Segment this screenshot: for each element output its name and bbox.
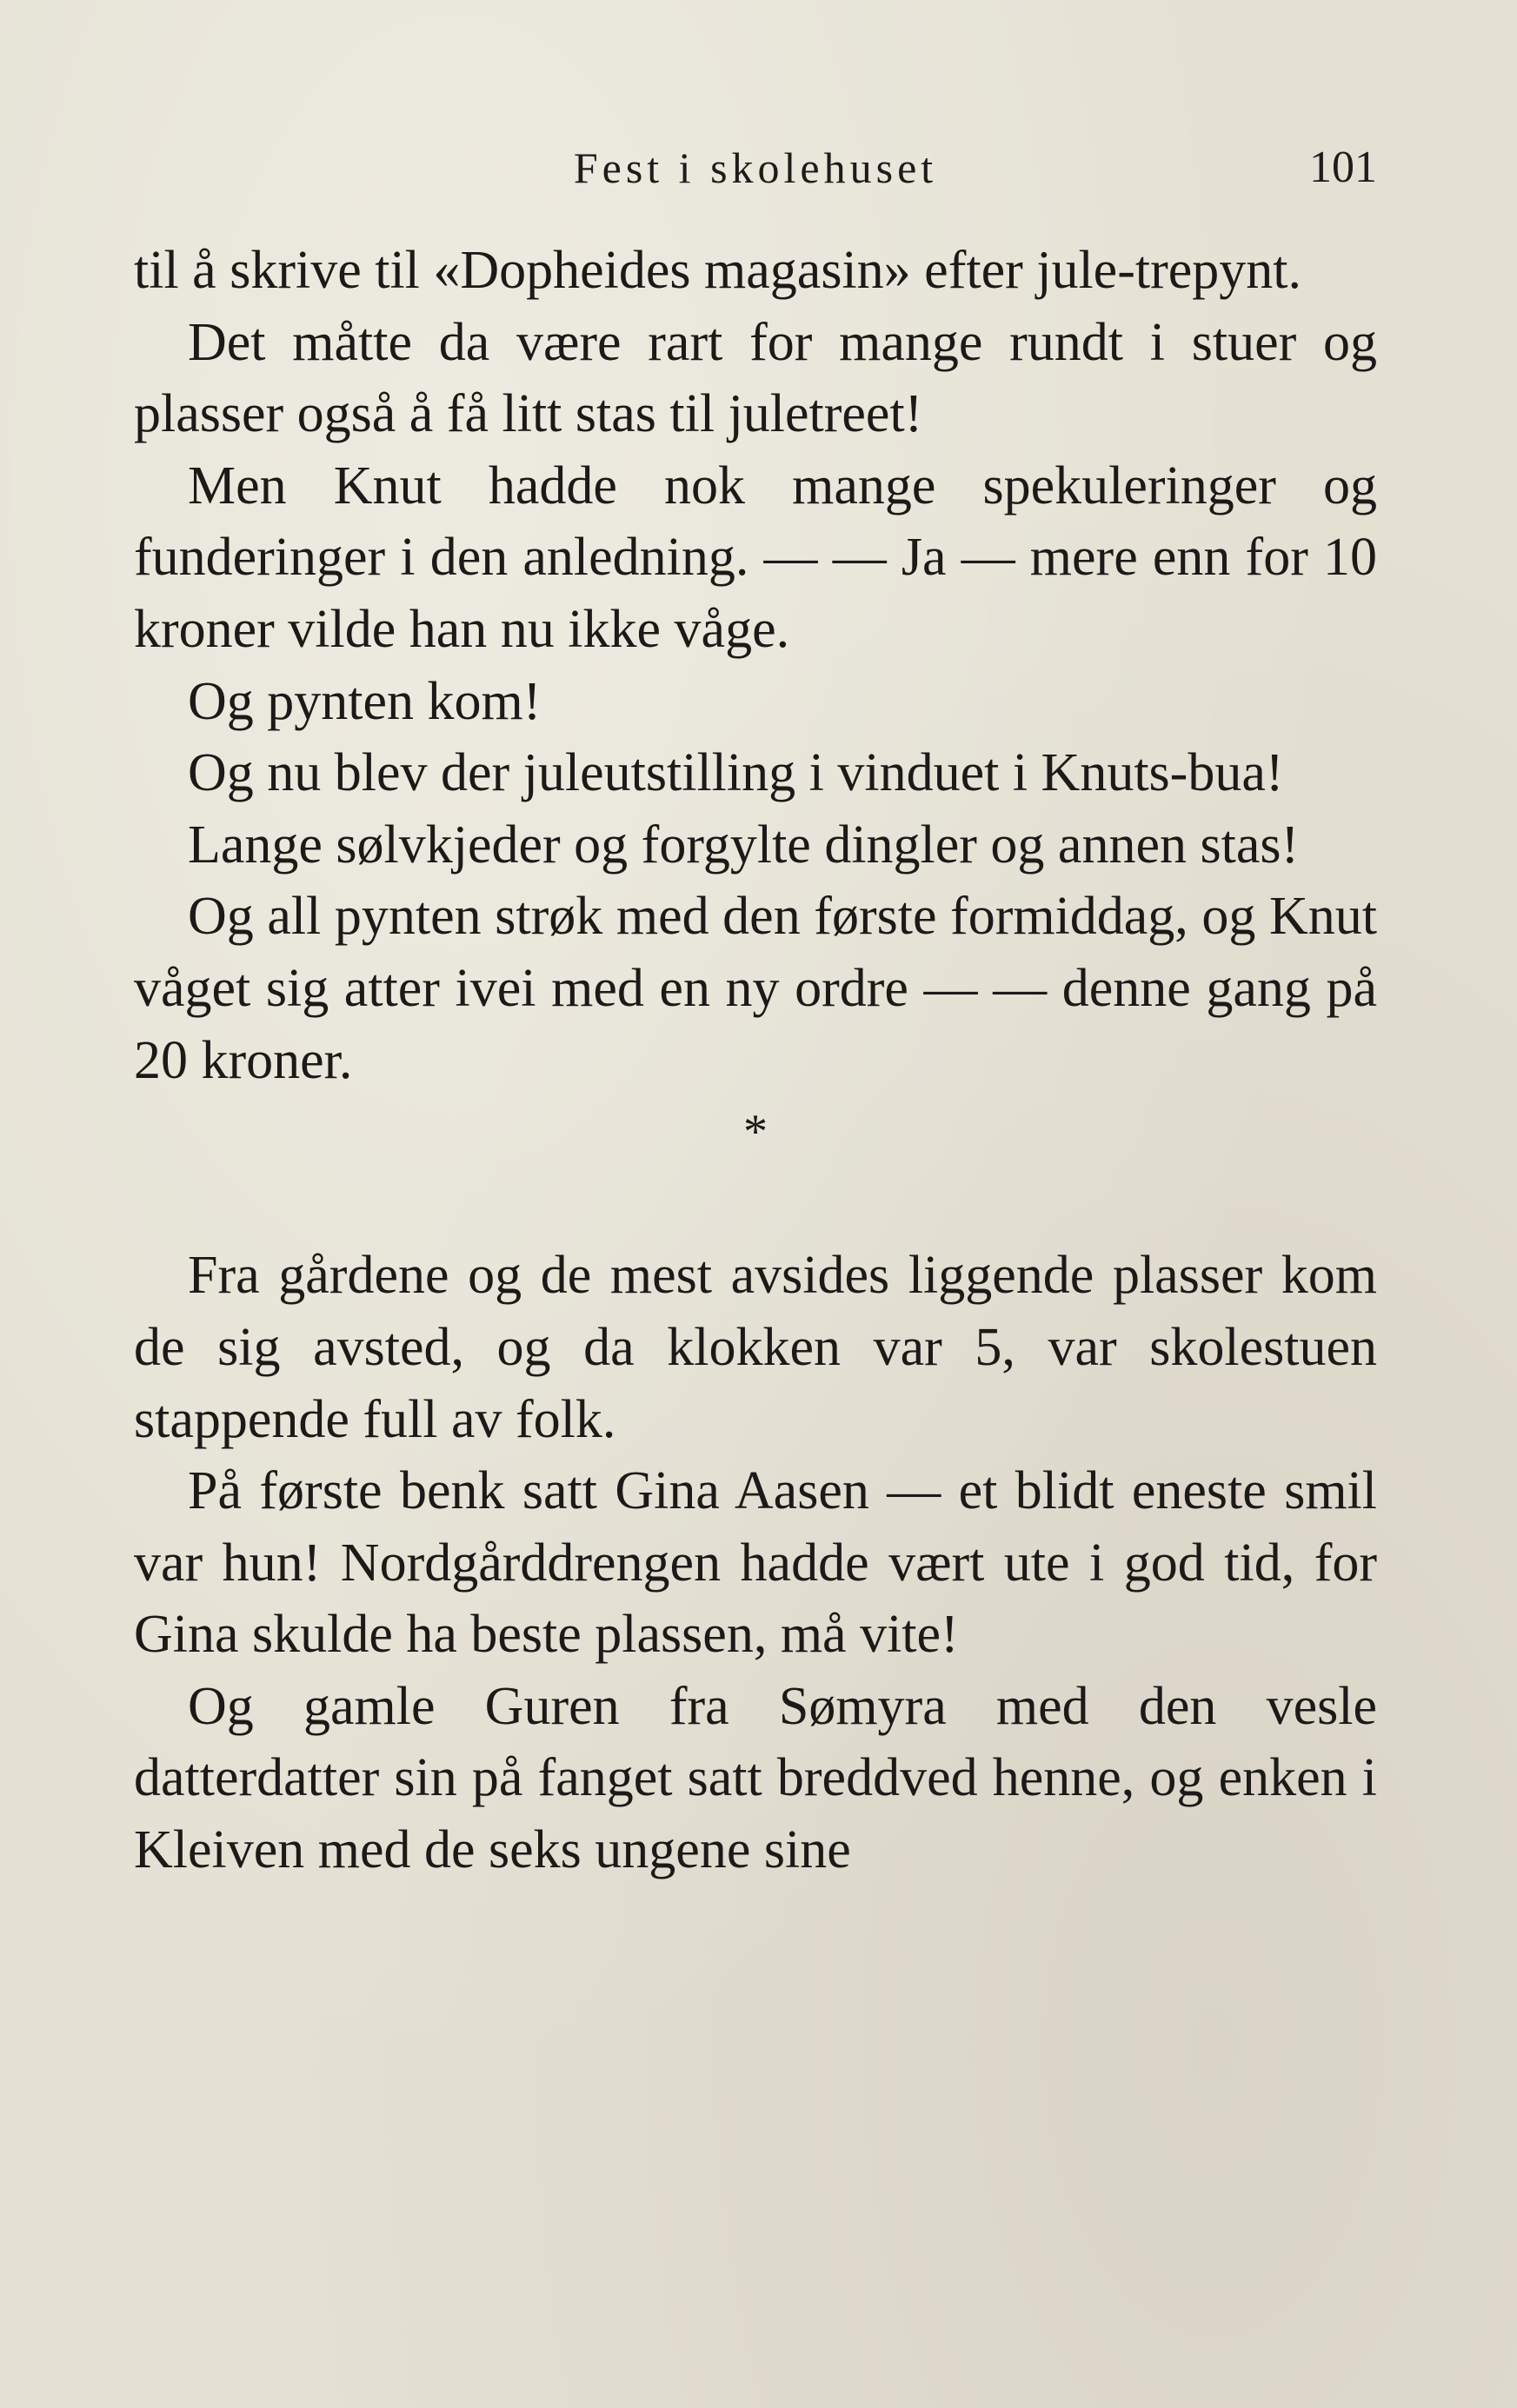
paragraph: Og gamle Guren fra Sømyra med den vesle datterdatter sin på fanget satt breddved henne, og enken i Kleiven med de seks ungene sine xyxy=(134,1676,1377,1880)
paragraph: Og all pynten strøk med den første formiddag, og Knut våget sig atter ivei med en ny ordre — — denne gang på 20 kroner. xyxy=(134,887,1377,1090)
paragraph: Og pynten kom! xyxy=(188,671,542,731)
paragraph: Fra gårdene og de mest avsides liggende plasser kom de sig avsted, og da klokken var 5, var skolestuen stappende full av folk. xyxy=(134,1246,1377,1449)
body-text xyxy=(134,235,1377,1886)
spacer xyxy=(134,1168,1377,1241)
page-number: 101 xyxy=(1309,143,1377,192)
section-separator: * xyxy=(743,1105,768,1160)
paragraph: Og nu blev der juleutstilling i vinduet i Knuts-bua! xyxy=(188,743,1284,803)
page-header xyxy=(134,137,1377,198)
paragraph: til å skrive til «Dopheides magasin» efter jule-trepynt. xyxy=(134,241,1301,300)
paragraph: Men Knut hadde nok mange spekuleringer og funderinger i den anledning. — — Ja — mere enn for 10 kroner vilde han nu ikke våge. xyxy=(134,456,1377,659)
running-title: Fest i skolehuset xyxy=(573,143,938,192)
paragraph: Lange sølvkjeder og forgylte dingler og annen stas! xyxy=(188,815,1300,875)
paragraph: På første benk satt Gina Aasen — et blidt eneste smil var hun! Nordgårddrengen hadde vært ute i god tid, for Gina skulde ha beste plassen, må vite! xyxy=(134,1461,1377,1665)
paragraph: Det måtte da være rart for mange rundt i stuer og plasser også å få litt stas til juletreet! xyxy=(134,312,1377,444)
